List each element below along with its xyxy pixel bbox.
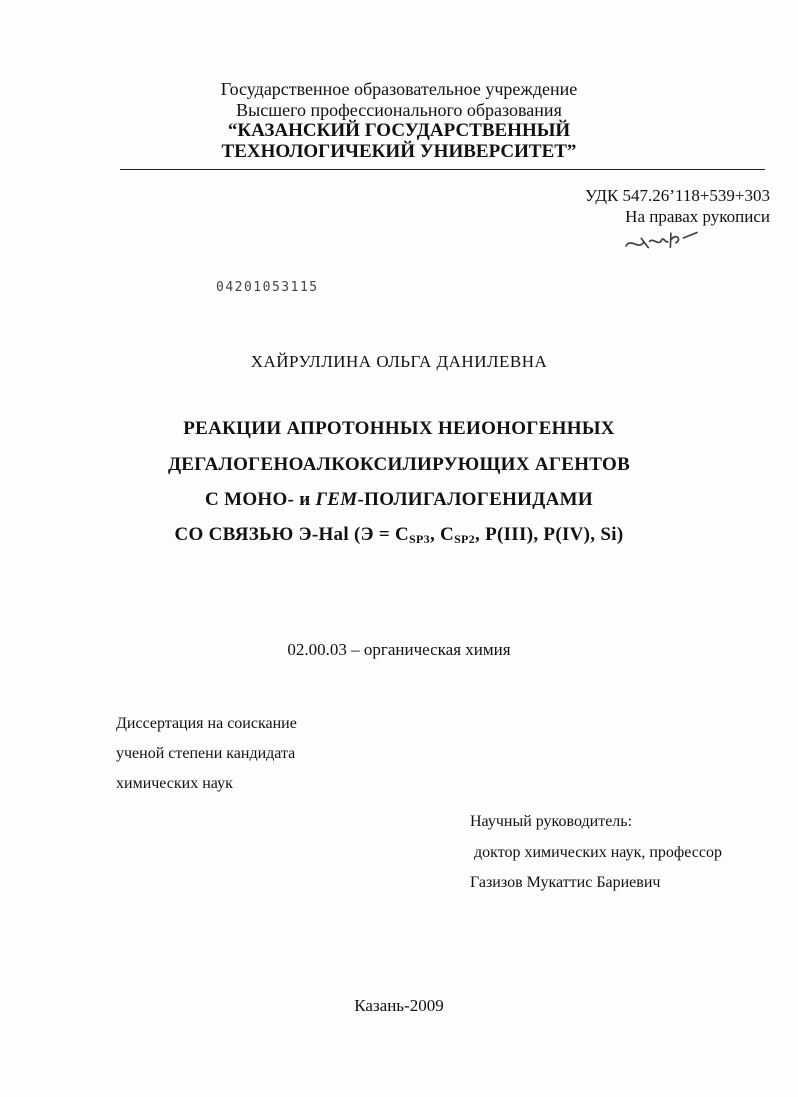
specialty-code: 02.00.03 – органическая химия: [287, 640, 511, 659]
signature-icon: [622, 222, 705, 260]
dissertation-line-1: Диссертация на соискание: [116, 715, 297, 732]
dissertation-line-2: ученой степени кандидата: [116, 745, 296, 762]
institution-type: Государственное образовательное учреждение: [220, 79, 578, 99]
university-name-line1: “КАЗАНСКИЙ ГОСУДАРСТВЕННЫЙ: [227, 120, 571, 141]
institution-level: Высшего профессионального образования: [236, 100, 562, 120]
city-year: Казань-2009: [354, 996, 444, 1015]
dissertation-line-3: химических наук: [116, 775, 233, 792]
registry-number: 04201053115: [216, 280, 319, 295]
title-line-1: РЕАКЦИИ АПРОТОННЫХ НЕИОНОГЕННЫХ: [183, 418, 615, 439]
university-name-line2: ТЕХНОЛОГИЧЕКИЙ УНИВЕРСИТЕТ”: [221, 141, 577, 162]
supervisor-label: Научный руководитель:: [470, 813, 633, 830]
header-divider: [120, 169, 765, 170]
title-line-2: ДЕГАЛОГЕНОАЛКОКСИЛИРУЮЩИХ АГЕНТОВ: [167, 454, 631, 475]
handwritten-signature: [622, 222, 705, 266]
udk-code: УДК 547.26’118+539+303: [585, 186, 770, 205]
title-line-4: СО СВЯЗЬЮ Э-Hal ($Э = C_{SP3}$, $C_{SP2}$, P(III), P(IV), Si): [174, 524, 624, 546]
supervisor-name: Газизов Мукаттис Бариевич: [470, 874, 661, 891]
supervisor-degree: доктор химических наук, профессор: [474, 844, 722, 861]
manuscript-rights: На правах рукописи: [625, 207, 770, 226]
title-line-3: С МОНО- и ГЕМ-ПОЛИГАЛОГЕНИДАМИ: [205, 489, 593, 510]
author-name: ХАЙРУЛЛИНА ОЛЬГА ДАНИЛЕВНА: [250, 352, 548, 371]
